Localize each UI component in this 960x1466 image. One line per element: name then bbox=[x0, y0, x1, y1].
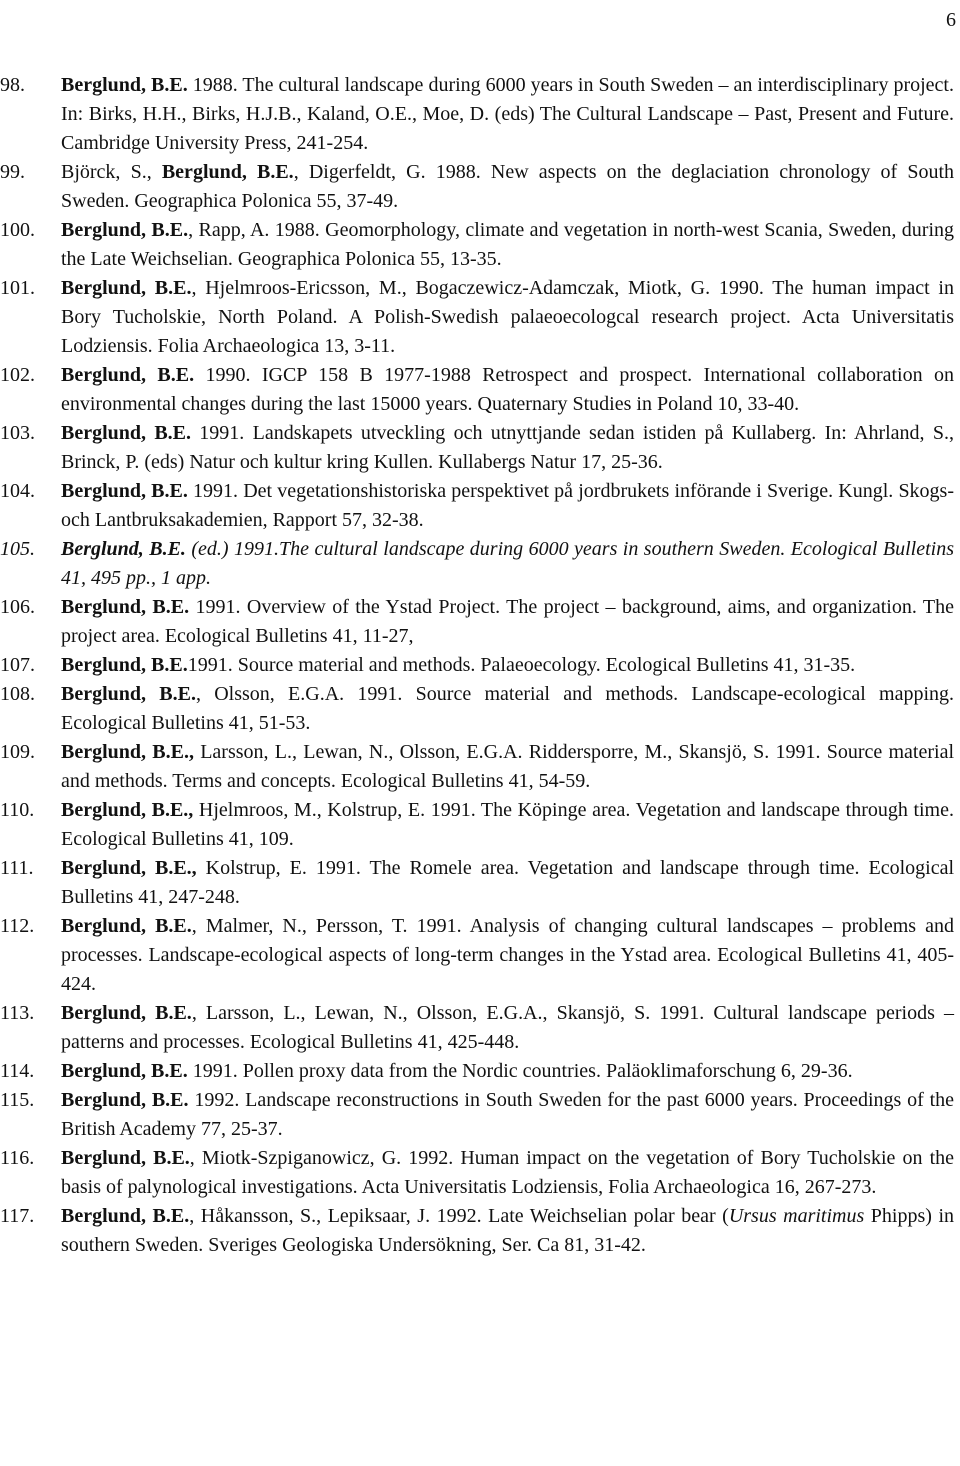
reference-rest: , Håkansson, S., Lepiksaar, J. 1992. Late Weichselian polar bear ( bbox=[189, 1205, 729, 1227]
reference-author: Berglund, B.E. bbox=[61, 1147, 190, 1169]
reference-text bbox=[61, 216, 954, 274]
reference-author: Berglund, B.E. bbox=[61, 596, 190, 618]
reference-rest: 1991. Source material and methods. Palaeoecology. Ecological Bulletins 41, 31-35. bbox=[187, 654, 856, 676]
reference-author: Berglund, B.E. bbox=[61, 219, 189, 241]
reference-author: Berglund, B.E., bbox=[61, 857, 197, 879]
reference-number: 115. bbox=[0, 1089, 35, 1111]
reference-text bbox=[61, 680, 954, 738]
reference-rest: 1991. Landskapets utveckling och utnyttjande sedan istiden på Kullaberg. In: Ahrland, S., Brinck, P. (eds) Natur och kultur kring Kullen. Kullabergs Natur 17, 25-36. bbox=[61, 422, 954, 473]
reference-item bbox=[0, 274, 954, 361]
reference-text bbox=[61, 158, 954, 216]
reference-number: 104. bbox=[0, 480, 35, 502]
reference-text bbox=[61, 477, 954, 535]
reference-rest: 1991. Det vegetationshistoriska perspektivet på jordbrukets införande i Sverige. Kungl. Skogs- och Lantbruksakademien, Rapport 57, 32-38. bbox=[61, 480, 955, 531]
reference-number: 110. bbox=[0, 799, 35, 821]
reference-number: 98. bbox=[0, 74, 25, 96]
reference-text bbox=[61, 796, 954, 854]
reference-rest: (ed.) 1991.The cultural landscape during 6000 years in southern Sweden. Ecological Bulletins 41, 495 pp., 1 app. bbox=[61, 538, 954, 589]
reference-author: Berglund, B.E., bbox=[61, 799, 194, 821]
reference-item bbox=[0, 1202, 954, 1260]
reference-number: 103. bbox=[0, 422, 35, 444]
reference-item bbox=[0, 796, 954, 854]
reference-number: 100. bbox=[0, 219, 35, 241]
reference-item bbox=[0, 738, 954, 796]
reference-author: Berglund, B.E. bbox=[161, 161, 294, 183]
reference-rest: , Larsson, L., Lewan, N., Olsson, E.G.A., Skansjö, S. 1991. Cultural landscape periods – patterns and processes. Ecological Bulletins 41, 425-448. bbox=[61, 1002, 954, 1053]
reference-text bbox=[61, 1144, 954, 1202]
reference-item bbox=[0, 1086, 954, 1144]
reference-item bbox=[0, 71, 954, 158]
reference-item bbox=[0, 158, 954, 216]
reference-item bbox=[0, 680, 954, 738]
reference-rest: Hjelmroos, M., Kolstrup, E. 1991. The Köpinge area. Vegetation and landscape through time. Ecological Bulletins 41, 109. bbox=[61, 799, 954, 850]
reference-number: 116. bbox=[0, 1147, 35, 1169]
reference-item bbox=[0, 477, 954, 535]
reference-rest: 1990. IGCP 158 B 1977-1988 Retrospect and prospect. International collaboration on environmental changes during the last 15000 years. Quaternary Studies in Poland 10, 33-40. bbox=[61, 364, 954, 415]
reference-rest: , Hjelmroos-Ericsson, M., Bogaczewicz-Adamczak, Miotk, G. 1990. The human impact in Bory Tucholskie, North Poland. A Polish-Swedish palaeoecologcal research project. Acta Universitatis Lodziensis. Folia Archaeologica 13, 3-11. bbox=[61, 277, 954, 357]
reference-text bbox=[61, 419, 954, 477]
reference-author: Berglund, B.E. bbox=[61, 683, 196, 705]
reference-text bbox=[61, 593, 954, 651]
reference-list bbox=[0, 71, 954, 1260]
reference-number: 111. bbox=[0, 857, 34, 879]
reference-text bbox=[61, 738, 954, 796]
reference-text bbox=[61, 71, 954, 158]
reference-rest: 1988. The cultural landscape during 6000 years in South Sweden – an interdisciplinary project. In: Birks, H.H., Birks, H.J.B., Kaland, O.E., Moe, D. (eds) The Cultural Landscape – Past, Present and Future. Cambridge University Press, 241-254. bbox=[61, 74, 954, 154]
reference-lead: Björck, S., bbox=[61, 161, 162, 183]
reference-rest: 1992. Landscape reconstructions in South Sweden for the past 6000 years. Proceedings of the British Academy 77, 25-37. bbox=[61, 1089, 954, 1140]
reference-number: 112. bbox=[0, 915, 35, 937]
reference-item bbox=[0, 361, 954, 419]
reference-rest: , Rapp, A. 1988. Geomorphology, climate and vegetation in north-west Scania, Sweden, during the Late Weichselian. Geographica Polonica 55, 13-35. bbox=[61, 219, 955, 270]
reference-text bbox=[61, 361, 954, 419]
reference-rest: 1991. Pollen proxy data from the Nordic countries. Paläoklimaforschung 6, 29-36. bbox=[187, 1060, 853, 1082]
reference-number: 105. bbox=[0, 538, 35, 560]
reference-text bbox=[61, 999, 954, 1057]
reference-number: 109. bbox=[0, 741, 35, 763]
reference-rest: , Olsson, E.G.A. 1991. Source material and methods. Landscape-ecological mapping. Ecological Bulletins 41, 51-53. bbox=[61, 683, 954, 734]
reference-text bbox=[61, 912, 954, 999]
reference-rest-continued: Phipps) in southern Sweden. Sveriges Geologiska Undersökning, Ser. Ca 81, 31-42. bbox=[61, 1205, 955, 1256]
reference-item bbox=[0, 999, 954, 1057]
reference-author: Berglund, B.E. bbox=[61, 1205, 190, 1227]
reference-number: 101. bbox=[0, 277, 35, 299]
reference-rest: 1991. Overview of the Ystad Project. The project – background, aims, and organization. The project area. Ecological Bulletins 41, 11-27, bbox=[61, 596, 954, 647]
reference-author: Berglund, B.E. bbox=[61, 1060, 188, 1082]
page-number: 6 bbox=[946, 9, 956, 31]
reference-author: Berglund, B.E. bbox=[61, 1002, 192, 1024]
reference-item bbox=[0, 535, 954, 593]
reference-author: Berglund, B.E. bbox=[61, 538, 186, 560]
reference-item bbox=[0, 216, 954, 274]
reference-number: 113. bbox=[0, 1002, 35, 1024]
reference-rest: , Digerfeldt, G. 1988. New aspects on the deglaciation chronology of South Sweden. Geographica Polonica 55, 37-49. bbox=[61, 161, 954, 212]
reference-number: 106. bbox=[0, 596, 35, 618]
reference-author: Berglund, B.E. bbox=[61, 74, 188, 96]
reference-text bbox=[61, 1202, 954, 1260]
reference-text bbox=[61, 854, 954, 912]
reference-item bbox=[0, 1144, 954, 1202]
reference-rest: Larsson, L., Lewan, N., Olsson, E.G.A. Riddersporre, M., Skansjö, S. 1991. Source material and methods. Terms and concepts. Ecological Bulletins 41, 54-59. bbox=[61, 741, 954, 792]
reference-item bbox=[0, 912, 954, 999]
reference-number: 102. bbox=[0, 364, 35, 386]
reference-author: Berglund, B.E. bbox=[61, 915, 192, 937]
reference-author: Berglund, B.E. bbox=[61, 480, 188, 502]
reference-author: Berglund, B.E. bbox=[61, 422, 191, 444]
reference-item bbox=[0, 854, 954, 912]
reference-number: 117. bbox=[0, 1205, 35, 1227]
reference-text bbox=[61, 274, 954, 361]
reference-number: 107. bbox=[0, 654, 35, 676]
reference-number: 99. bbox=[0, 161, 25, 183]
reference-author: Berglund, B.E. bbox=[61, 364, 195, 386]
reference-text bbox=[61, 651, 954, 680]
reference-text bbox=[61, 1086, 954, 1144]
reference-rest: Kolstrup, E. 1991. The Romele area. Vegetation and landscape through time. Ecological Bulletins 41, 247-248. bbox=[61, 857, 955, 908]
reference-item bbox=[0, 651, 954, 680]
reference-author: Berglund, B.E., bbox=[61, 741, 194, 763]
reference-item bbox=[0, 419, 954, 477]
reference-rest: , Malmer, N., Persson, T. 1991. Analysis of changing cultural landscapes – problems and processes. Landscape-ecological aspects of long-term changes in the Ystad area. Ecological Bulletins 41, 405-424. bbox=[61, 915, 954, 995]
species-name: Ursus maritimus bbox=[728, 1205, 865, 1227]
reference-number: 108. bbox=[0, 683, 35, 705]
reference-number: 114. bbox=[0, 1060, 35, 1082]
reference-author: Berglund, B.E. bbox=[61, 277, 192, 299]
reference-text bbox=[61, 535, 954, 593]
reference-item bbox=[0, 1057, 954, 1086]
reference-author: Berglund, B.E. bbox=[61, 1089, 189, 1111]
reference-rest: , Miotk-Szpiganowicz, G. 1992. Human impact on the vegetation of Bory Tucholskie on the basis of palynological investigations. Acta Universitatis Lodziensis, Folia Archaeologica 16, 267-273. bbox=[61, 1147, 955, 1198]
reference-author: Berglund, B.E. bbox=[61, 654, 188, 676]
reference-item bbox=[0, 593, 954, 651]
reference-text bbox=[61, 1057, 954, 1086]
